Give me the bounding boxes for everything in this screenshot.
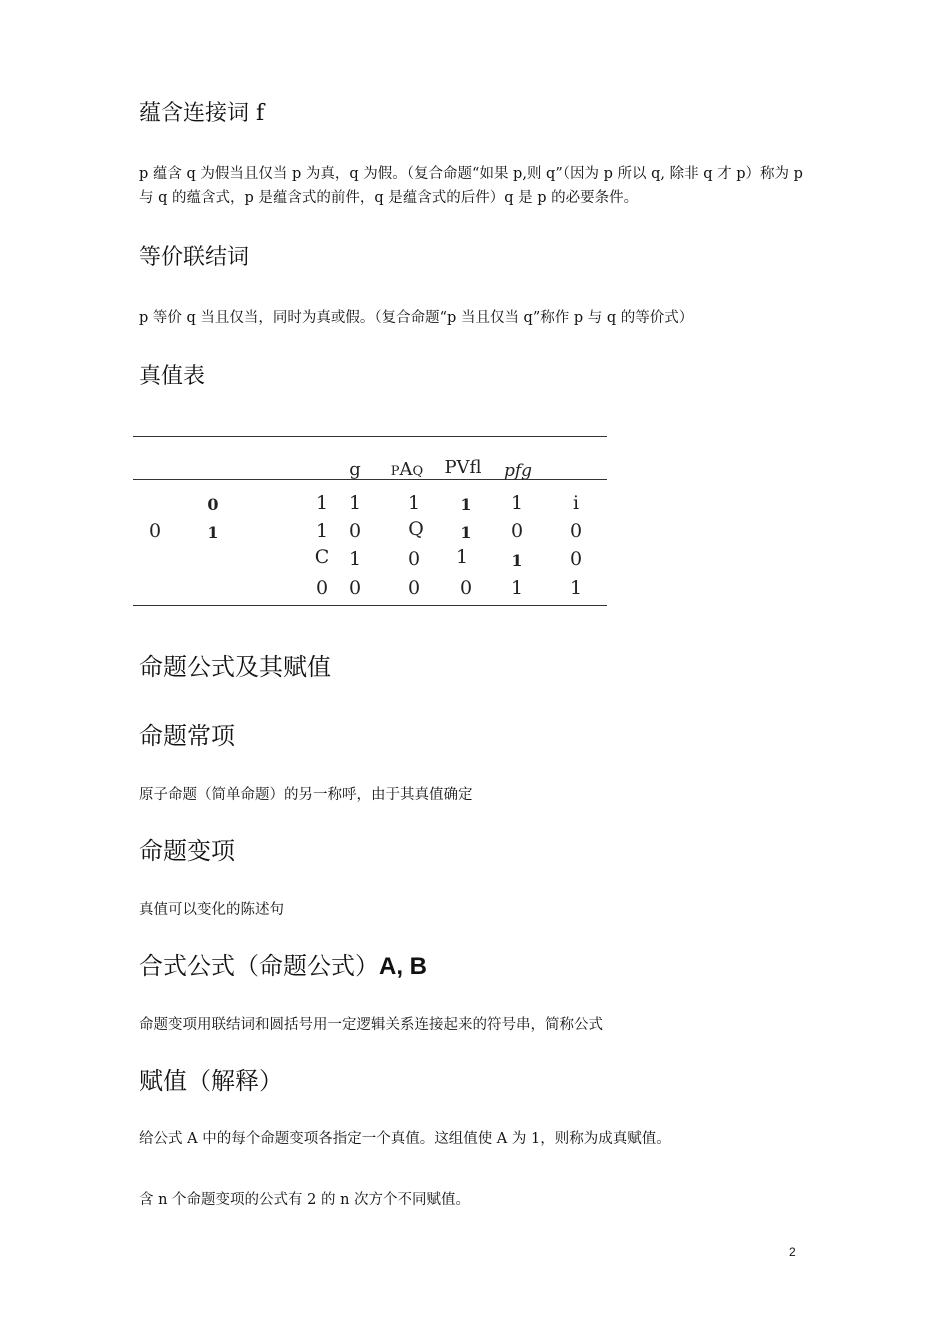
cell-c6-r3: 1 — [455, 546, 469, 568]
cell-c8-r4: 1 — [569, 577, 583, 599]
heading-constant: 命题常项 — [139, 722, 235, 750]
cell-c3-r1: 1 — [315, 492, 329, 514]
heading-variable: 命题变项 — [139, 837, 235, 865]
header-p-implies-q: pfg — [503, 461, 533, 481]
cell-c3-r3: C — [314, 546, 330, 568]
header-p-and-q: PAQ — [390, 459, 424, 480]
table-top-rule — [133, 436, 607, 437]
heading-assignment: 赋值（解释） — [139, 1067, 283, 1095]
paragraph-assignment-1: 给公式 A 中的每个命题变项各指定一个真值。这组值使 A 为 1，则称为成真赋值。 — [139, 1131, 671, 1147]
cell-c5-r1: 1 — [407, 492, 421, 514]
cell-c8-r2: 0 — [569, 520, 583, 542]
cell-c7-r2: 0 — [510, 520, 524, 542]
cell-c6-r1: 1 — [460, 495, 472, 514]
heading-equivalence: 等价联结词 — [139, 245, 250, 270]
paragraph-implication: p 蕴含 q 为假当且仅当 p 为真，q 为假。（复合命题“如果 p,则 q”（因为 p 所以 q, 除非 q 才 p）称为 p 与 q 的蕴含式，p 是蕴含式的前件，q 是蕴含式的后件）q 是 p 的必要条件。 — [139, 166, 803, 206]
cell-c6-r2: 1 — [460, 523, 472, 542]
paragraph-assignment-2: 含 n 个命题变项的公式有 2 的 n 次方个不同赋值。 — [139, 1192, 471, 1208]
cell-c3-r4: 0 — [315, 577, 329, 599]
header-p-or-q: PVfl — [444, 457, 482, 478]
page-number: 2 — [789, 1245, 796, 1259]
heading-formula-assignment: 命题公式及其赋值 — [139, 653, 331, 681]
cell-c1-r2: 0 — [148, 520, 162, 542]
header-g: g — [349, 459, 361, 480]
cell-c3-r2: 1 — [315, 520, 329, 542]
heading-wff: 合式公式（命题公式）A, B — [139, 952, 427, 980]
paragraph-equivalence: p 等价 q 当且仅当，同时为真或假。（复合命题“p 当且仅当 q”称作 p 与 q 的等价式） — [139, 310, 694, 326]
table-bottom-rule — [133, 605, 607, 606]
cell-c6-r4: 0 — [459, 577, 473, 599]
paragraph-wff: 命题变项用联结词和圆括号用一定逻辑关系连接起来的符号串，简称公式 — [139, 1017, 603, 1033]
heading-implication: 蕴含连接词 f — [139, 101, 265, 126]
cell-c4-r3: 1 — [348, 548, 362, 570]
cell-c4-r1: 1 — [348, 492, 362, 514]
cell-c5-r4: 0 — [407, 577, 421, 599]
cell-c5-r3: 0 — [407, 548, 421, 570]
paragraph-constant: 原子命题（简单命题）的另一称呼，由于其真值确定 — [139, 787, 473, 803]
cell-c8-r1: i — [572, 492, 580, 514]
cell-c7-r1: 1 — [510, 492, 524, 514]
cell-c2-r1: 0 — [207, 495, 219, 514]
cell-c2-r2: 1 — [207, 523, 219, 542]
cell-c4-r2: 0 — [348, 520, 362, 542]
cell-c7-r4: 1 — [510, 577, 524, 599]
heading-truth-table: 真值表 — [139, 364, 206, 389]
cell-c8-r3: 0 — [569, 548, 583, 570]
cell-c4-r4: 0 — [348, 577, 362, 599]
wff-variables: A, B — [379, 953, 427, 980]
cell-c7-r3: 1 — [511, 551, 523, 570]
paragraph-variable: 真值可以变化的陈述句 — [139, 902, 284, 918]
cell-c5-r2: Q — [408, 518, 424, 540]
